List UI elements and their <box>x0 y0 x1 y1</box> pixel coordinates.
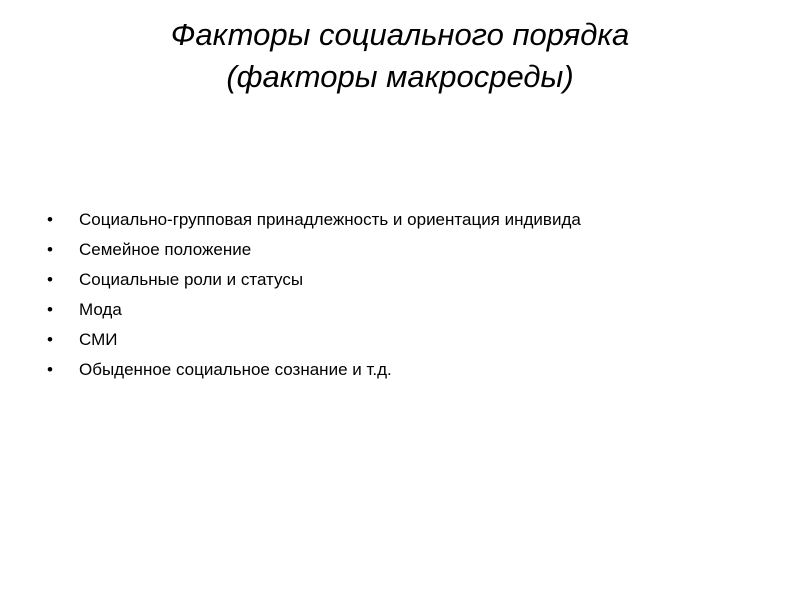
bullet-item <box>47 235 581 265</box>
title-line-1: Факторы социального порядка <box>170 17 630 52</box>
bullet-text: Обыденное социальное сознание и т.д. <box>79 360 392 379</box>
bullet-item <box>47 205 581 235</box>
bullet-text: Социальные роли и статусы <box>79 270 304 289</box>
bullet-dot-icon: • <box>47 300 53 319</box>
slide-title <box>0 14 800 98</box>
bullet-dot-icon: • <box>47 330 53 349</box>
title-line-2: (факторы макросреды) <box>226 59 574 94</box>
bullet-item <box>47 265 581 295</box>
bullet-dot-icon: • <box>47 360 53 379</box>
bullet-text: СМИ <box>79 330 118 349</box>
bullet-item <box>47 355 581 385</box>
bullet-list <box>47 205 581 385</box>
bullet-text: Мода <box>79 300 122 319</box>
bullet-dot-icon: • <box>47 270 53 289</box>
bullet-dot-icon: • <box>47 210 53 229</box>
bullet-item <box>47 295 581 325</box>
bullet-text: Семейное положение <box>79 240 252 259</box>
bullet-dot-icon: • <box>47 240 53 259</box>
bullet-item <box>47 325 581 355</box>
bullet-text: Социально-групповая принадлежность и ориентация индивида <box>79 210 581 229</box>
